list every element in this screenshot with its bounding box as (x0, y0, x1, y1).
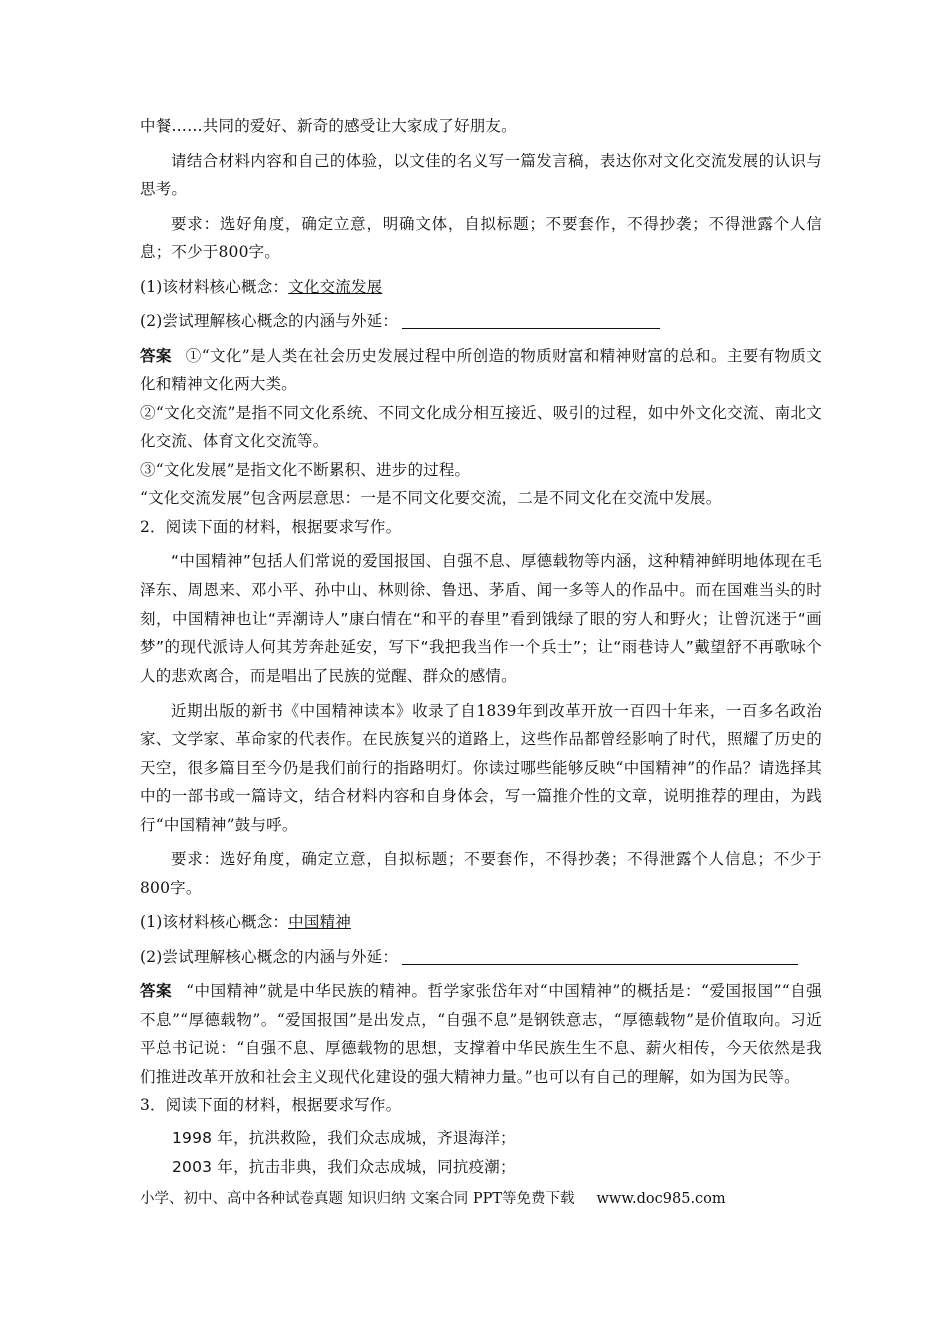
answer-1-part-1 (140, 342, 822, 399)
material-2: “中国精神”包括人们常说的爱国报国、自强不息、厚德载物等内涵，这种精神鲜明地体现在毛泽东、周恩来、邓小平、孙中山、林则徐、鲁迅、茅盾、闻一多等人的作品中。而在国难当头的时刻，中国精神也让“弄潮诗人”康白情在“和平的春里”看到饿绿了眼的穷人和野火；让曾沉迷于“画梦”的现代派诗人何其芳奔赴延安，写下“我把我当作一个兵士”；让“雨巷诗人”戴望舒不再歌咏个人的悲欢离合，而是唱出了民族的觉醒、群众的感情。 (140, 552, 822, 686)
task-3-heading: 3．阅读下面的材料，根据要求写作。 (140, 1096, 402, 1115)
question-1-label: (1)该材料核心概念： (140, 277, 289, 296)
material-3-line-2003: 2003 年，抗击非典，我们众志成城，同抗疫潮； (172, 1157, 516, 1176)
material-3-lines (140, 1124, 822, 1182)
prompt-2: 近期出版的新书《中国精神读本》收录了自1839年到改革开放一百四十年来，一百多名政治家、文学家、革命家的代表作。在民族复兴的道路上，这些作品都曾经影响了时代，照耀了历史的天空，很多篇目至今仍是我们前行的指路明灯。你读过哪些能够反映“中国精神”的作品？请选择其中的一部书或一篇诗文，结合材料内容和自身体会，写一篇推介性的文章，说明推荐的理由，为践行“中国精神”鼓与呼。 (140, 701, 822, 834)
answer-blank-2 (402, 946, 798, 965)
answer-1-part-2: ②“文化交流”是指不同文化系统、不同文化成分相互接近、吸引的过程，如中外文化交流、南北文化交流、体育文化交流等。 (140, 403, 822, 450)
requirement-1: 要求：选好角度，确定立意，明确文体，自拟标题；不要套作，不得抄袭；不得泄露个人信息；不少于800字。 (140, 214, 822, 261)
footer-site: www.doc985.com (596, 1191, 726, 1207)
answer-1-part-3: ③“文化发展”是指文化不断累积、进步的过程。 (140, 460, 471, 479)
answer-2-text: “中国精神”就是中华民族的精神。哲学家张岱年对“中国精神”的概括是：“爱国报国”“自强不息”“厚德载物”。“爱国报国”是出发点，“自强不息”是钢铁意志，“厚德载物”是价值取向。习近平总书记说：“自强不息、厚德载物的思想，支撑着中华民族生生不息、薪火相传，今天依然是我们推进改革开放和社会主义现代化建设的强大精神力量。”也可以有自己的理解，如为国为民等。 (140, 982, 822, 1086)
question-3-label: (1)该材料核心概念： (140, 913, 289, 932)
requirement-2: 要求：选好角度，确定立意，自拟标题；不要套作，不得抄袭；不得泄露个人信息；不少于800字。 (140, 850, 822, 897)
task-2-heading: 2．阅读下面的材料，根据要求写作。 (140, 517, 402, 536)
answer-label: 答案 (140, 345, 172, 365)
question-2 (140, 307, 822, 336)
answer-2 (140, 977, 822, 1091)
question-3 (140, 908, 822, 937)
question-4-label: (2)尝试理解核心概念的内涵与外延： (140, 947, 399, 966)
answer-blank-1 (402, 310, 660, 329)
answer-1-part-4: “文化交流发展”包含两层意思：一是不同文化要交流，二是不同文化在交流中发展。 (140, 489, 722, 507)
document-body (140, 112, 822, 1182)
question-2-label: (2)尝试理解核心概念的内涵与外延： (140, 312, 399, 330)
question-3-answer: 中国精神 (288, 913, 351, 932)
answer-label-2: 答案 (140, 981, 173, 1001)
question-1-answer: 文化交流发展 (288, 277, 383, 296)
footer-text: 小学、初中、高中各种试卷真题 知识归纳 文案合同 PPT等免费下载 (140, 1191, 575, 1207)
intro-tail: 中餐……共同的爱好、新奇的感受让大家成了好朋友。 (140, 117, 517, 135)
material-3-line-1998: 1998 年，抗洪救险，我们众志成城，齐退海洋； (172, 1128, 516, 1147)
prompt-1: 请结合材料内容和自己的体验，以文佳的名义写一篇发言稿，表达你对文化交流发展的认识与思考。 (140, 151, 822, 198)
page-footer (140, 1189, 822, 1209)
question-1 (140, 273, 822, 302)
answer-1-text-1: ①“文化”是人类在社会历史发展过程中所创造的物质财富和精神财富的总和。主要有物质文化和精神文化两大类。 (140, 346, 822, 393)
question-4 (140, 943, 822, 972)
